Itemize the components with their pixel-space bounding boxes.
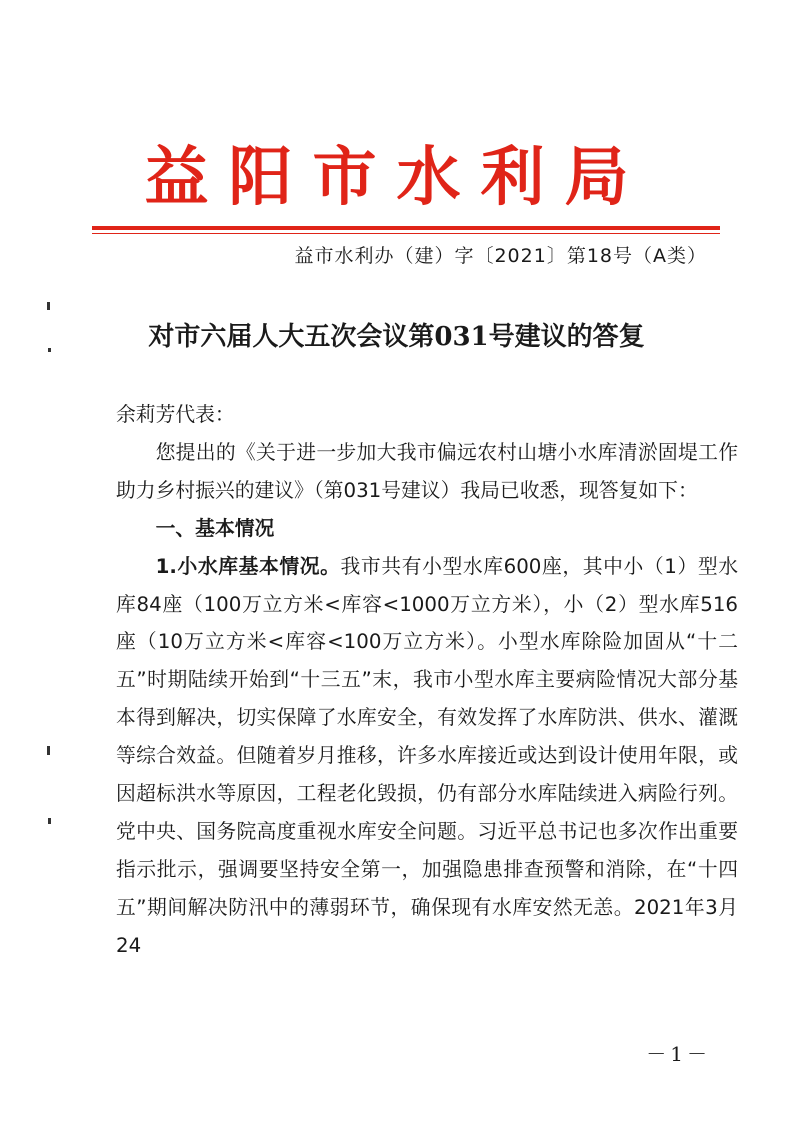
- paragraph: [116, 548, 738, 965]
- header-rule-thick: [92, 226, 720, 230]
- margin-mark: [47, 302, 50, 310]
- subsection-body: 我市共有小型水库600座，其中小（1）型水库84座（100万立方米<库容<1000万立方米），小（2）型水库516座（10万立方米<库容<100万立方米）。小型水库除险加固从“十二五”时期陆续开始到“十三五”末，我市小型水库主要病险情况大部分基本得到解决，切实保障了水库安全，有效发挥了水库防洪、供水、灌溉等综合效益。但随着岁月推移，许多水库接近或达到设计使用年限，或因超标洪水等原因，工程老化毁损，仍有部分水库陆续进入病险行列。党中央、国务院高度重视水库安全问题。习近平总书记也多次作出重要指示批示，强调要坚持安全第一，加强隐患排查预警和消除，在“十四五”期间解决防汛中的薄弱环节，确保现有水库安然无恙。2021年3月24: [116, 554, 739, 957]
- document-title: 对市六届人大五次会议第031号建议的答复: [148, 322, 645, 352]
- margin-mark: [47, 746, 50, 755]
- paragraph: 您提出的《关于进一步加大我市偏远农村山塘小水库清淤固堤工作助力乡村振兴的建议》（第031号建议）我局已收悉，现答复如下：: [116, 440, 738, 502]
- document-body: [116, 396, 738, 965]
- org-header-title: 益阳市水利局: [144, 141, 649, 215]
- page-number: －1－: [646, 1042, 711, 1066]
- section-heading: 一、基本情况: [155, 516, 275, 540]
- subsection-heading: 1.小水库基本情况。: [155, 554, 341, 578]
- margin-mark: [48, 818, 51, 824]
- salutation: 余莉芳代表：: [116, 403, 235, 426]
- header-rule-thin: [92, 233, 720, 234]
- document-number: 益市水利办（建）字〔2021〕第18号（A类）: [294, 245, 707, 267]
